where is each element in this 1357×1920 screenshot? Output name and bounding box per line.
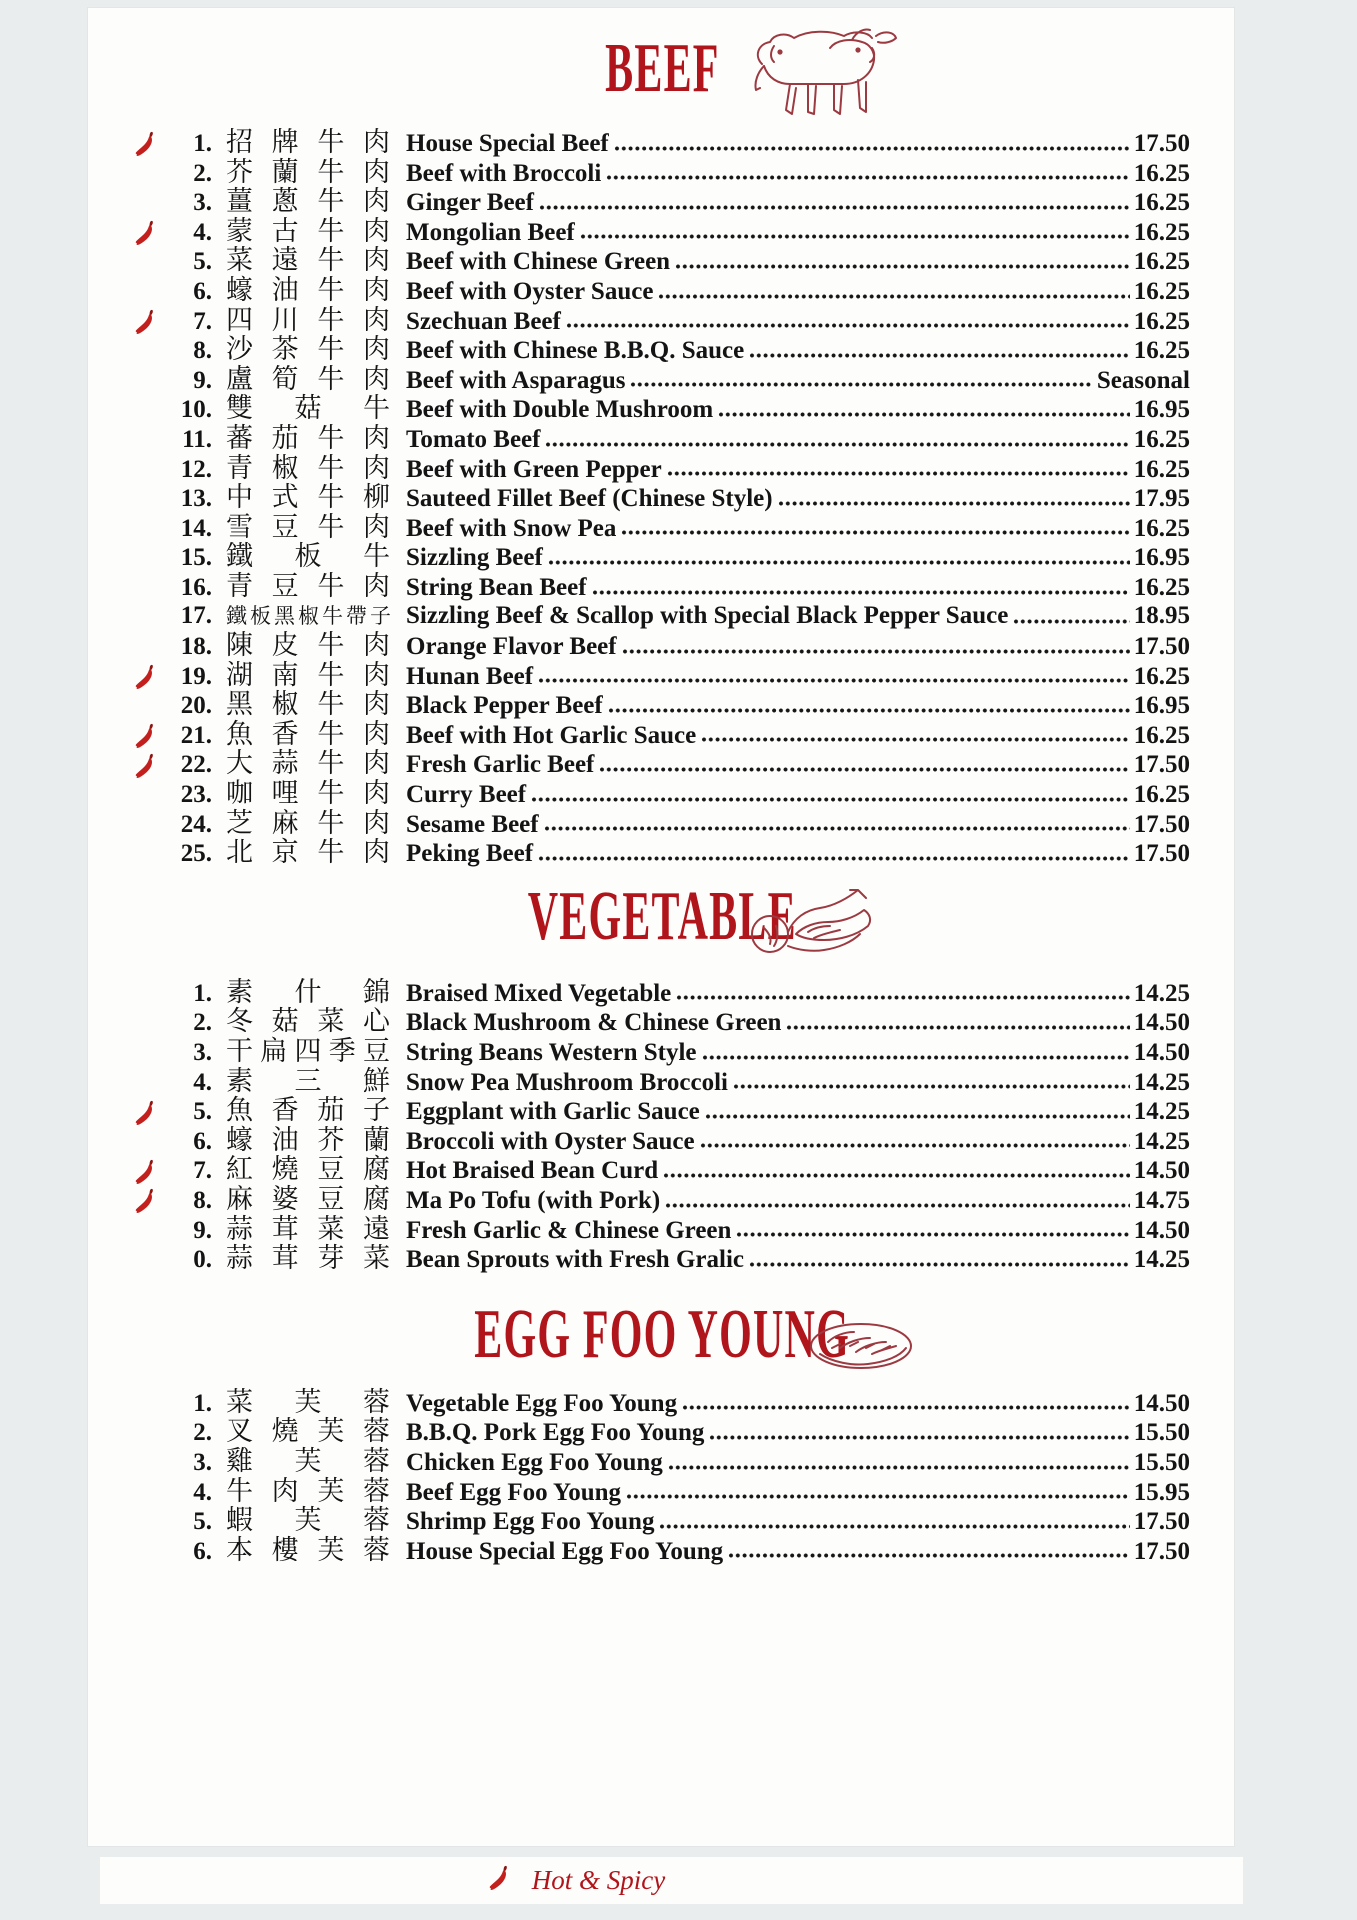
item-number: 4. bbox=[193, 1478, 212, 1506]
item-price: 17.50 bbox=[1133, 633, 1190, 661]
dotted-leader bbox=[682, 1405, 1130, 1410]
dotted-leader bbox=[622, 649, 1130, 654]
cow-icon bbox=[734, 26, 912, 122]
chili-icon bbox=[134, 127, 168, 158]
item-number: 18. bbox=[180, 633, 212, 661]
item-number: 2. bbox=[193, 159, 212, 187]
item-price: 16.25 bbox=[1133, 159, 1190, 187]
dotted-leader bbox=[663, 1173, 1130, 1178]
dotted-leader bbox=[608, 708, 1130, 713]
item-chinese-name: 素 什 錦 bbox=[226, 976, 390, 1007]
item-price: 16.25 bbox=[1133, 514, 1190, 542]
item-chinese-name: 芝 麻 牛 肉 bbox=[226, 807, 390, 838]
item-english-name: Beef with Oyster Sauce bbox=[406, 277, 654, 305]
item-english-name: Peking Beef bbox=[406, 840, 534, 868]
item-price: 14.25 bbox=[1133, 979, 1190, 1007]
item-number: 15. bbox=[180, 544, 212, 572]
menu-item-rows bbox=[134, 128, 1190, 868]
item-chinese-name: 菜 芙 蓉 bbox=[226, 1386, 390, 1417]
item-english-name: Sizzling Beef & Scallop with Special Black Pepper Sauce bbox=[406, 601, 1009, 629]
item-chinese-name: 蒜 茸 芽 菜 bbox=[226, 1243, 390, 1274]
item-english-name: Beef with Green Pepper bbox=[406, 455, 662, 483]
item-price: 16.25 bbox=[1133, 307, 1190, 335]
item-price: Seasonal bbox=[1096, 366, 1190, 394]
item-price: 16.25 bbox=[1133, 218, 1190, 246]
dotted-leader bbox=[667, 471, 1130, 476]
dotted-leader bbox=[786, 1025, 1129, 1030]
item-chinese-name: 中 式 牛 柳 bbox=[226, 482, 390, 513]
item-english-name: House Special Egg Foo Young bbox=[406, 1537, 724, 1565]
dotted-leader bbox=[614, 146, 1130, 151]
item-english-name: Eggplant with Garlic Sauce bbox=[406, 1098, 700, 1126]
item-price: 14.50 bbox=[1133, 1216, 1190, 1244]
item-number: 2. bbox=[193, 1009, 212, 1037]
item-english-name: Fresh Garlic Beef bbox=[406, 751, 595, 779]
dotted-leader bbox=[580, 234, 1130, 239]
dotted-leader bbox=[606, 175, 1129, 180]
section-header bbox=[134, 30, 1190, 120]
item-chinese-name: 菜 遠 牛 肉 bbox=[226, 245, 390, 276]
dotted-leader bbox=[592, 590, 1130, 595]
item-price: 14.50 bbox=[1133, 1389, 1190, 1417]
item-chinese-name: 咖 哩 牛 肉 bbox=[226, 778, 390, 809]
menu-item-row bbox=[134, 749, 1190, 779]
menu-item-row bbox=[134, 454, 1190, 484]
item-english-name: Braised Mixed Vegetable bbox=[406, 979, 672, 1007]
item-chinese-name: 鐵 板 黑 椒 牛 帶 子 bbox=[226, 603, 390, 628]
item-number: 17. bbox=[180, 601, 212, 629]
item-english-name: Snow Pea Mushroom Broccoli bbox=[406, 1068, 728, 1096]
menu-item-row bbox=[134, 158, 1190, 188]
dotted-leader bbox=[544, 826, 1130, 831]
item-english-name: Beef with Asparagus bbox=[406, 366, 626, 394]
chili-icon bbox=[134, 1096, 168, 1127]
chili-icon bbox=[134, 1184, 168, 1215]
item-english-name: B.B.Q. Pork Egg Foo Young bbox=[406, 1419, 705, 1447]
item-number: 5. bbox=[193, 1508, 212, 1536]
item-chinese-name: 薑 蔥 牛 肉 bbox=[226, 186, 390, 217]
dotted-leader bbox=[566, 323, 1130, 328]
item-price: 16.25 bbox=[1133, 248, 1190, 276]
item-number: 7. bbox=[193, 307, 212, 335]
menu-item-row bbox=[134, 128, 1190, 158]
dotted-leader bbox=[539, 205, 1130, 210]
item-price: 14.25 bbox=[1133, 1246, 1190, 1274]
item-number: 0. bbox=[193, 1246, 212, 1274]
dotted-leader bbox=[701, 737, 1130, 742]
item-price: 14.75 bbox=[1133, 1187, 1190, 1214]
menu-item-row bbox=[134, 1388, 1190, 1418]
item-price: 15.50 bbox=[1133, 1448, 1190, 1476]
item-price: 16.25 bbox=[1133, 573, 1190, 601]
menu-item-row bbox=[134, 720, 1190, 750]
menu-item-row bbox=[134, 978, 1190, 1008]
item-price: 16.25 bbox=[1133, 337, 1190, 365]
dotted-leader bbox=[778, 501, 1130, 506]
item-chinese-name: 蕃 茄 牛 肉 bbox=[226, 422, 390, 453]
item-price: 17.50 bbox=[1133, 810, 1190, 838]
menu-item-row bbox=[134, 246, 1190, 276]
chili-icon bbox=[134, 749, 168, 780]
dotted-leader bbox=[749, 353, 1130, 358]
item-chinese-name: 沙 茶 牛 肉 bbox=[226, 334, 390, 365]
dotted-leader bbox=[749, 1262, 1130, 1267]
egg-foo-young-dish-icon bbox=[806, 1318, 916, 1374]
item-number: 8. bbox=[193, 1187, 212, 1214]
item-number: 5. bbox=[193, 248, 212, 276]
item-number: 6. bbox=[193, 1127, 212, 1155]
item-price: 16.95 bbox=[1133, 692, 1190, 720]
item-english-name: Broccoli with Oyster Sauce bbox=[406, 1127, 695, 1155]
item-chinese-name: 冬 菇 菜 心 bbox=[226, 1006, 390, 1037]
section-title: VEGETABLE bbox=[527, 877, 797, 955]
item-number: 2. bbox=[193, 1419, 212, 1447]
item-price: 14.50 bbox=[1133, 1039, 1190, 1067]
item-price: 16.25 bbox=[1133, 721, 1190, 749]
item-chinese-name: 大 蒜 牛 肉 bbox=[226, 748, 390, 779]
item-number: 25. bbox=[180, 840, 212, 868]
menu-item-row bbox=[134, 838, 1190, 868]
item-english-name: Bean Sprouts with Fresh Gralic bbox=[406, 1246, 744, 1274]
item-english-name: Orange Flavor Beef bbox=[406, 633, 617, 661]
dotted-leader bbox=[599, 767, 1129, 772]
dotted-leader bbox=[630, 382, 1092, 387]
item-number: 1. bbox=[193, 979, 212, 1007]
item-number: 1. bbox=[193, 1389, 212, 1417]
menu-content bbox=[88, 8, 1234, 1565]
item-price: 14.25 bbox=[1133, 1127, 1190, 1155]
item-price: 16.95 bbox=[1133, 544, 1190, 572]
dotted-leader bbox=[702, 1055, 1130, 1060]
section-header bbox=[134, 877, 1190, 960]
dotted-leader bbox=[733, 1084, 1130, 1089]
menu-section-vegetable bbox=[134, 877, 1190, 1274]
item-number: 1. bbox=[193, 130, 212, 157]
item-chinese-name: 紅 燒 豆 腐 bbox=[226, 1154, 390, 1185]
menu-item-row bbox=[134, 779, 1190, 809]
item-english-name: Black Pepper Beef bbox=[406, 692, 603, 720]
item-english-name: Shrimp Egg Foo Young bbox=[406, 1508, 655, 1536]
menu-item-row bbox=[134, 690, 1190, 720]
menu-item-row bbox=[134, 1007, 1190, 1037]
item-chinese-name: 魚 香 茄 子 bbox=[226, 1095, 390, 1126]
dotted-leader bbox=[676, 995, 1129, 1000]
dotted-leader bbox=[709, 1435, 1129, 1440]
legend-band bbox=[100, 1857, 1243, 1904]
menu-item-row bbox=[134, 1447, 1190, 1477]
menu-item-rows bbox=[134, 978, 1190, 1274]
dotted-leader bbox=[728, 1553, 1130, 1558]
item-chinese-name: 青 豆 牛 肉 bbox=[226, 570, 390, 601]
section-title: BEEF bbox=[604, 30, 720, 107]
item-english-name: Ma Po Tofu (with Pork) bbox=[406, 1187, 661, 1214]
menu-item-row bbox=[134, 187, 1190, 217]
item-price: 15.50 bbox=[1133, 1419, 1190, 1447]
menu-item-row bbox=[134, 661, 1190, 691]
item-english-name: Sesame Beef bbox=[406, 810, 539, 838]
item-number: 3. bbox=[193, 1039, 212, 1067]
item-number: 4. bbox=[193, 1068, 212, 1096]
item-price: 16.25 bbox=[1133, 781, 1190, 809]
menu-item-row bbox=[134, 809, 1190, 839]
dotted-leader bbox=[658, 294, 1129, 299]
menu-item-row bbox=[134, 1477, 1190, 1507]
item-price: 16.25 bbox=[1133, 425, 1190, 453]
item-chinese-name: 湖 南 牛 肉 bbox=[226, 659, 390, 690]
item-chinese-name: 蝦 芙 蓉 bbox=[226, 1505, 390, 1536]
item-english-name: Curry Beef bbox=[406, 781, 527, 809]
item-english-name: Hunan Beef bbox=[406, 662, 534, 690]
item-number: 24. bbox=[180, 810, 212, 838]
item-english-name: Szechuan Beef bbox=[406, 307, 561, 335]
item-number: 7. bbox=[193, 1157, 212, 1185]
menu-item-row bbox=[134, 631, 1190, 661]
menu-item-row bbox=[134, 1126, 1190, 1156]
item-price: 14.50 bbox=[1133, 1009, 1190, 1037]
item-chinese-name: 蠔 油 牛 肉 bbox=[226, 274, 390, 305]
item-chinese-name: 雞 芙 蓉 bbox=[226, 1445, 390, 1476]
menu-item-row bbox=[134, 217, 1190, 247]
item-number: 8. bbox=[193, 337, 212, 365]
menu-item-row bbox=[134, 1417, 1190, 1447]
item-chinese-name: 牛 肉 芙 蓉 bbox=[226, 1475, 390, 1506]
item-number: 9. bbox=[193, 366, 212, 394]
section-title: EGG FOO YOUNG bbox=[474, 1295, 850, 1373]
item-chinese-name: 素 三 鮮 bbox=[226, 1065, 390, 1096]
dotted-leader bbox=[626, 1494, 1130, 1499]
item-chinese-name: 陳 皮 牛 肉 bbox=[226, 630, 390, 661]
item-price: 14.25 bbox=[1133, 1098, 1190, 1126]
item-chinese-name: 黑 椒 牛 肉 bbox=[226, 689, 390, 720]
menu-item-row bbox=[134, 365, 1190, 395]
item-number: 16. bbox=[180, 573, 212, 601]
menu-item-rows bbox=[134, 1388, 1190, 1566]
item-chinese-name: 魚 香 牛 肉 bbox=[226, 718, 390, 749]
item-number: 23. bbox=[180, 781, 212, 809]
item-english-name: Tomato Beef bbox=[406, 425, 541, 453]
menu-item-row bbox=[134, 424, 1190, 454]
item-price: 16.25 bbox=[1133, 189, 1190, 217]
item-price: 17.50 bbox=[1133, 840, 1190, 868]
item-chinese-name: 雙 菇 牛 bbox=[226, 393, 390, 424]
item-english-name: Fresh Garlic & Chinese Green bbox=[406, 1216, 732, 1244]
item-chinese-name: 麻 婆 豆 腐 bbox=[226, 1184, 390, 1214]
menu-item-row bbox=[134, 513, 1190, 543]
item-price: 16.25 bbox=[1133, 455, 1190, 483]
item-chinese-name: 北 京 牛 肉 bbox=[226, 837, 390, 868]
menu-item-row bbox=[134, 1037, 1190, 1067]
dotted-leader bbox=[545, 442, 1129, 447]
item-price: 17.50 bbox=[1133, 1508, 1190, 1536]
chili-icon bbox=[134, 216, 168, 247]
chili-icon bbox=[134, 660, 168, 691]
menu-section-beef bbox=[134, 30, 1190, 868]
item-number: 20. bbox=[180, 692, 212, 720]
item-english-name: Beef with Double Mushroom bbox=[406, 396, 714, 424]
menu-item-row bbox=[134, 276, 1190, 306]
menu-item-row bbox=[134, 1155, 1190, 1185]
chili-icon bbox=[488, 1865, 510, 1897]
dotted-leader bbox=[736, 1232, 1129, 1237]
dotted-leader bbox=[700, 1143, 1130, 1148]
item-chinese-name: 芥 蘭 牛 肉 bbox=[226, 156, 390, 187]
dotted-leader bbox=[705, 1114, 1130, 1119]
item-number: 6. bbox=[193, 277, 212, 305]
item-english-name: String Bean Beef bbox=[406, 573, 587, 601]
menu-sheet bbox=[88, 8, 1234, 1846]
item-price: 15.95 bbox=[1133, 1478, 1190, 1506]
item-chinese-name: 盧 筍 牛 肉 bbox=[226, 363, 390, 394]
item-number: 11. bbox=[182, 425, 212, 453]
item-english-name: Beef Egg Foo Young bbox=[406, 1478, 622, 1506]
item-english-name: Vegetable Egg Foo Young bbox=[406, 1389, 678, 1417]
item-number: 3. bbox=[193, 189, 212, 217]
menu-item-row bbox=[134, 306, 1190, 336]
item-english-name: Black Mushroom & Chinese Green bbox=[406, 1009, 782, 1037]
item-number: 12. bbox=[180, 455, 212, 483]
item-number: 10. bbox=[180, 396, 212, 424]
item-number: 22. bbox=[180, 751, 212, 779]
item-english-name: Mongolian Beef bbox=[406, 218, 575, 246]
menu-item-row bbox=[134, 1185, 1190, 1215]
item-number: 21. bbox=[180, 721, 212, 749]
dotted-leader bbox=[668, 1465, 1130, 1470]
menu-item-row bbox=[134, 1506, 1190, 1536]
item-chinese-name: 蒙 古 牛 肉 bbox=[226, 215, 390, 246]
item-english-name: Beef with Hot Garlic Sauce bbox=[406, 721, 697, 749]
item-number: 13. bbox=[180, 485, 212, 513]
menu-item-row bbox=[134, 394, 1190, 424]
item-number: 9. bbox=[193, 1216, 212, 1244]
item-english-name: Beef with Snow Pea bbox=[406, 514, 617, 542]
dotted-leader bbox=[538, 678, 1130, 683]
item-price: 16.25 bbox=[1133, 662, 1190, 690]
item-english-name: Hot Braised Bean Curd bbox=[406, 1157, 659, 1185]
item-chinese-name: 青 椒 牛 肉 bbox=[226, 452, 390, 483]
item-number: 4. bbox=[193, 218, 212, 246]
item-english-name: String Beans Western Style bbox=[406, 1039, 697, 1067]
menu-item-row bbox=[134, 1244, 1190, 1274]
item-english-name: Chicken Egg Foo Young bbox=[406, 1448, 663, 1476]
item-english-name: Beef with Broccoli bbox=[406, 159, 602, 187]
menu-item-row bbox=[134, 335, 1190, 365]
item-price: 17.50 bbox=[1133, 130, 1190, 157]
dotted-leader bbox=[621, 530, 1129, 535]
dotted-leader bbox=[659, 1524, 1129, 1529]
menu-item-row bbox=[134, 483, 1190, 513]
item-chinese-name: 雪 豆 牛 肉 bbox=[226, 511, 390, 542]
menu-item-row bbox=[134, 1536, 1190, 1566]
item-chinese-name: 招 牌 牛 肉 bbox=[226, 127, 390, 157]
dotted-leader bbox=[531, 797, 1130, 802]
item-price: 16.25 bbox=[1133, 277, 1190, 305]
menu-item-row bbox=[134, 572, 1190, 602]
legend-label: Hot & Spicy bbox=[531, 1865, 666, 1895]
item-price: 17.95 bbox=[1133, 485, 1190, 513]
item-number: 3. bbox=[193, 1448, 212, 1476]
dotted-leader bbox=[718, 412, 1130, 417]
item-chinese-name: 蒜 茸 菜 遠 bbox=[226, 1213, 390, 1244]
dotted-leader bbox=[675, 264, 1130, 269]
menu-item-row bbox=[134, 542, 1190, 572]
item-price: 17.50 bbox=[1133, 1537, 1190, 1565]
item-english-name: Beef with Chinese Green bbox=[406, 248, 671, 276]
item-chinese-name: 本 樓 芙 蓉 bbox=[226, 1534, 390, 1565]
item-price: 14.25 bbox=[1133, 1068, 1190, 1096]
item-english-name: Beef with Chinese B.B.Q. Sauce bbox=[406, 337, 745, 365]
chili-icon bbox=[134, 305, 168, 336]
item-chinese-name: 四 川 牛 肉 bbox=[226, 304, 390, 335]
item-price: 14.50 bbox=[1133, 1157, 1190, 1185]
item-price: 16.95 bbox=[1133, 396, 1190, 424]
item-english-name: Sizzling Beef bbox=[406, 544, 543, 572]
item-price: 18.95 bbox=[1133, 601, 1190, 629]
item-number: 6. bbox=[193, 1537, 212, 1565]
item-english-name: Ginger Beef bbox=[406, 189, 534, 217]
item-english-name: Sauteed Fillet Beef (Chinese Style) bbox=[406, 485, 773, 513]
dotted-leader bbox=[548, 560, 1130, 565]
item-english-name: House Special Beef bbox=[406, 130, 609, 157]
vegetable-icon bbox=[742, 888, 882, 966]
chili-icon bbox=[134, 1155, 168, 1186]
menu-section-egg-foo-young bbox=[134, 1295, 1190, 1566]
item-chinese-name: 干 扁 四 季 豆 bbox=[226, 1036, 390, 1067]
item-chinese-name: 鐵 板 牛 bbox=[226, 541, 390, 572]
section-header bbox=[134, 1295, 1190, 1376]
menu-item-row bbox=[134, 1096, 1190, 1126]
dotted-leader bbox=[538, 856, 1130, 861]
dotted-leader bbox=[1013, 619, 1129, 624]
menu-item-row bbox=[134, 602, 1190, 632]
item-number: 5. bbox=[193, 1098, 212, 1126]
menu-item-row bbox=[134, 1215, 1190, 1245]
item-price: 17.50 bbox=[1133, 751, 1190, 779]
item-chinese-name: 叉 燒 芙 蓉 bbox=[226, 1416, 390, 1447]
chili-icon bbox=[134, 719, 168, 750]
item-chinese-name: 蠔 油 芥 蘭 bbox=[226, 1124, 390, 1155]
menu-item-row bbox=[134, 1067, 1190, 1097]
item-number: 14. bbox=[180, 514, 212, 542]
item-number: 19. bbox=[180, 662, 212, 690]
dotted-leader bbox=[665, 1203, 1130, 1208]
